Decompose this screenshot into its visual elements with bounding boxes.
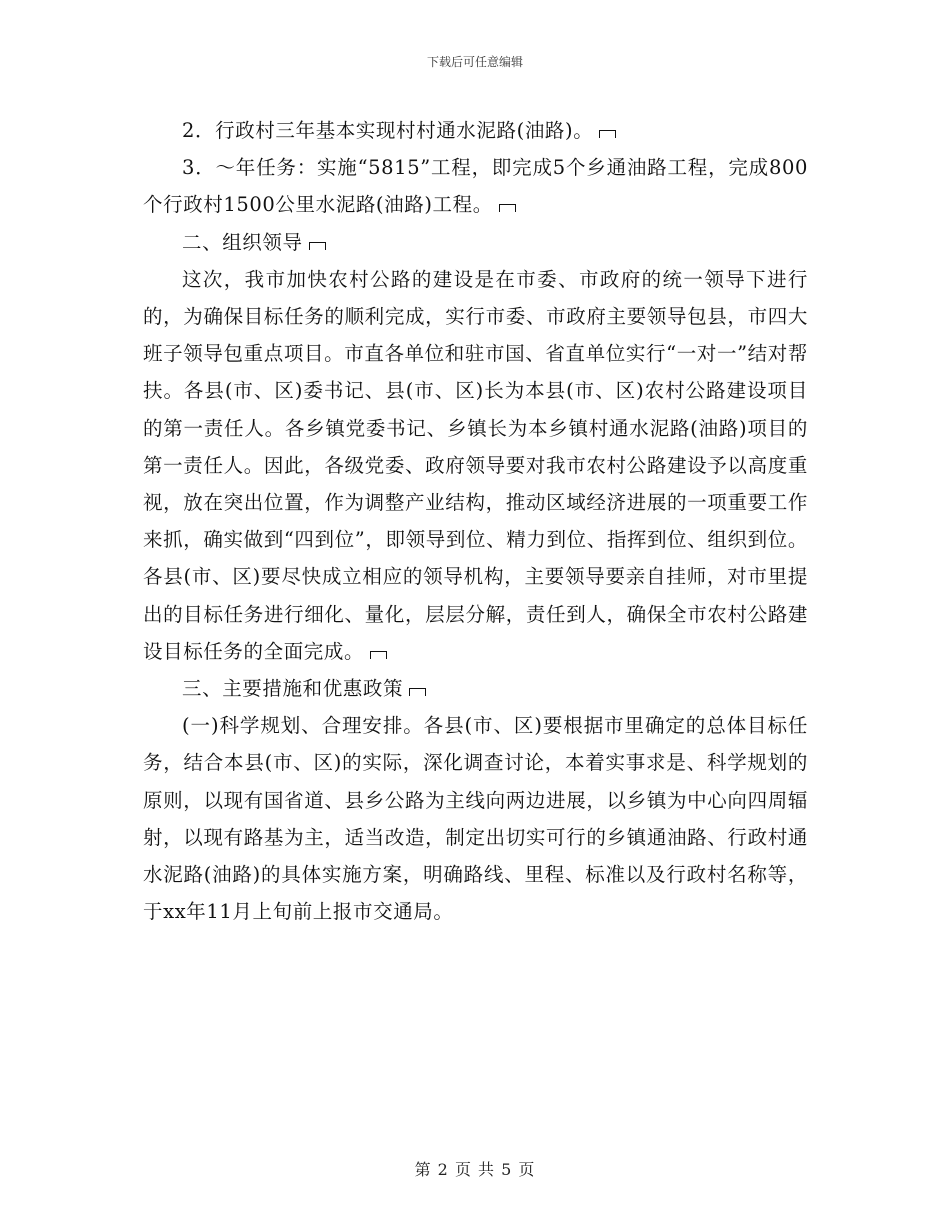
paragraph-organization: 这次，我市加快农村公路的建设是在市委、市政府的统一领导下进行的，为确保目标任务的顺利完成，实行市委、市政府主要领导包县，市四大班子领导包重点项目。市直各单位和驻市国、省直单位实行“一对一”结对帮扶。各县(市、区)委书记、县(市、区)长为本县(市、区)农村公路建设项目的第一责任人。各乡镇党委书记、乡镇长为本乡镇村通水泥路(油路)项目的第一责任人。因此，各级党委、政府领导要对我市农村公路建设予以高度重视，放在突出位置，作为调整产业结构，推动区域经济进展的一项重要工作来抓，确实做到“四到位”，即领导到位、精力到位、指挥到位、组织到位。各县(市、区)要尽快成立相应的领导机构，主要领导要亲自挂师，对市里提出的目标任务进行细化、量化，层层分解，责任到人，确保全市农村公路建设目标任务的全面完成。 [143,267,808,663]
paragraph-mark-icon [409,688,426,696]
section-heading-measures: 三、主要措施和优惠政策 [143,670,808,707]
paragraph-mark-icon [599,130,616,138]
paragraph-mark-icon [370,651,387,659]
paragraph-item-3: 3．～年任务：实施“5815”工程，即完成5个乡通油路工程，完成800个行政村1500公里水泥路(油路)工程。 [143,156,808,217]
paragraph-mark-icon [309,242,326,250]
page-header-note: 下载后可任意编辑 [426,55,523,69]
paragraph-item-2: 2．行政村三年基本实现村村通水泥路(油路)。 [143,112,808,149]
paragraph-planning: (一)科学规划、合理安排。各县(市、区)要根据市里确定的总体目标任务，结合本县(市、区)的实际，深化调查讨论，本着实事求是、科学规划的原则，以现有国省道、县乡公路为主线向两边进展，以乡镇为中心向四周辐射，以现有路基为主，适当改造，制定出切实可行的乡镇通油路、行政村通水泥路(油路)的具体实施方案，明确路线、里程、标准以及行政村名称等，于xx年11月上旬前上报市交通局。 [143,714,808,924]
paragraph-mark-icon [499,204,516,212]
document-body [143,112,808,930]
page-number: 第 2 页 共 5 页 [414,1160,536,1179]
section-heading-organization: 二、组织领导 [143,224,808,261]
